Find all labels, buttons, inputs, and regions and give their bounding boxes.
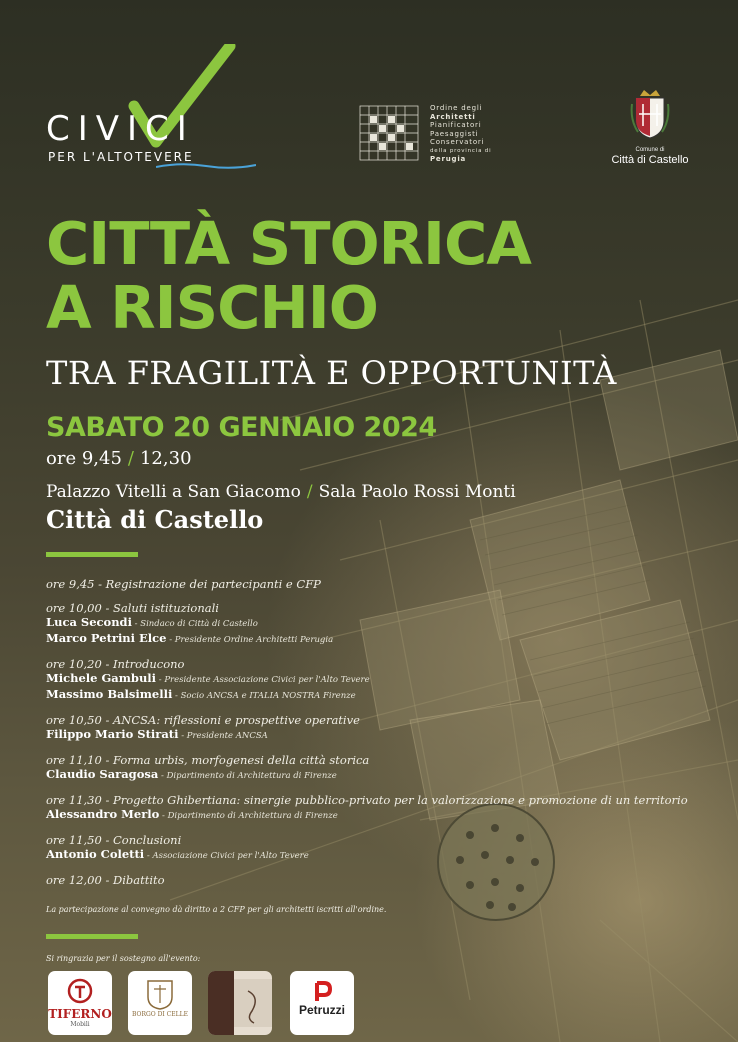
sponsor-petruzzi [290,971,354,1035]
program-time: ore 10,50 - ANCSA: riflessioni e prospettive operative [46,713,360,727]
venue-name: Palazzo Vitelli a San Giacomo [46,482,301,502]
speaker-name: Massimo Balsimelli [46,687,173,701]
program-item [46,793,726,823]
program-time: ore 11,10 - Forma urbis, morfogenesi della città storica [46,753,370,767]
program-item [46,753,726,783]
event-date: SABATO 20 GENNAIO 2024 [46,412,437,443]
speaker-role: - Dipartimento di Architettura di Firenze [158,771,337,781]
ordine-architetti-logo [358,104,498,164]
program-time: ore 10,00 - Saluti istituzionali [46,601,219,615]
speaker-name: Luca Secondi [46,615,132,629]
ordine-text [430,104,500,164]
speaker-role: - Associazione Civici per l'Alto Tevere [144,851,309,861]
venue-separator: / [306,482,313,502]
program-time: ore 9,45 - Registrazione dei partecipanti e CFP [46,577,321,591]
event-time [46,448,192,469]
wave-icon [156,162,256,170]
program-time: ore 12,00 - Dibattito [46,873,165,887]
sponsor-design [208,971,272,1035]
time-separator: / [127,448,134,469]
borgo-label: BORGO DI CELLE [132,1011,188,1018]
speaker [46,847,726,863]
petruzzi-label: Petruzzi [298,1003,345,1017]
speaker-role: - Presidente Associazione Civici per l'Alto Tevere [156,675,370,685]
program-list [46,577,726,897]
comune-name: Città di Castello [611,154,689,166]
tiferno-label: TIFERNO [48,1007,112,1021]
title-line-2: A RISCHIO [46,273,378,342]
speaker-name: Michele Gambuli [46,671,157,685]
speaker [46,767,726,783]
program-time: ore 11,30 - Progetto Ghibertiana: sinergie pubblico-privato per la valorizzazione e promozione di un territorio [46,793,688,807]
ordine-line: Ordine degli [430,104,483,112]
speaker [46,687,726,703]
ordine-line: della provincia di [430,147,492,154]
grid-logo-icon [358,104,420,162]
ordine-line: Architetti [430,112,476,121]
speaker-role: - Presidente Ordine Architetti Perugia [166,635,334,645]
sponsor-borgo-di-celle [128,971,192,1035]
speaker [46,727,726,743]
borgo-crest-icon [128,971,192,1035]
program-item [46,657,726,703]
design-logo-icon [208,971,272,1035]
speaker-name: Antonio Coletti [46,847,145,861]
speaker-name: Claudio Saragosa [46,767,159,781]
program-item [46,713,726,743]
speaker-name: Filippo Mario Stirati [46,727,179,741]
program-time: ore 11,50 - Conclusioni [46,833,182,847]
speaker-name: Alessandro Merlo [46,807,160,821]
civici-wordmark: CIVICI [46,109,195,149]
program-item [46,577,726,591]
divider-top [46,552,138,557]
speaker-role: - Sindaco di Città di Castello [131,619,258,629]
ordine-line: Paesaggisti [430,129,479,138]
comune-logo [600,90,700,180]
sponsors-heading: Si ringrazia per il sostegno all'evento: [46,954,201,963]
ordine-line: Pianificatori [430,121,482,129]
ordine-line: Perugia [430,155,467,163]
civici-subtitle: PER L'ALTOTEVERE [48,150,194,164]
divider-bottom [46,934,138,939]
program-item [46,833,726,863]
event-city: Città di Castello [46,505,264,534]
comune-label: Comune di [635,147,665,153]
program-item [46,873,726,887]
speaker [46,631,726,647]
speaker [46,671,726,687]
time-start: ore 9,45 [46,448,122,469]
speaker [46,807,726,823]
event-subtitle: TRA FRAGILITÀ E OPPORTUNITÀ [46,354,617,392]
event-venue [46,482,516,502]
speaker-role: - Presidente ANCSA [178,731,268,741]
time-end: 12,30 [139,448,192,469]
crest-icon [630,90,670,138]
room-name: Sala Paolo Rossi Monti [318,482,516,502]
program-item [46,601,726,647]
civici-logo [46,44,256,174]
speaker-role: - Dipartimento di Architettura di Firenze [159,811,338,821]
tiferno-sub: Mobili [70,1021,90,1028]
speaker-role: - Socio ANCSA e ITALIA NOSTRA Firenze [172,691,356,701]
program-time: ore 10,20 - Introducono [46,657,185,671]
ordine-line: Conservatori [430,138,485,146]
event-title [46,209,531,342]
sponsor-tiferno [48,971,112,1035]
speaker-name: Marco Petrini Elce [46,631,167,645]
title-line-1: CITTÀ STORICA [46,209,531,278]
cfp-note: La partecipazione al convegno dà diritto a 2 CFP per gli architetti iscritti all'ordine. [46,905,387,914]
speaker [46,615,726,631]
